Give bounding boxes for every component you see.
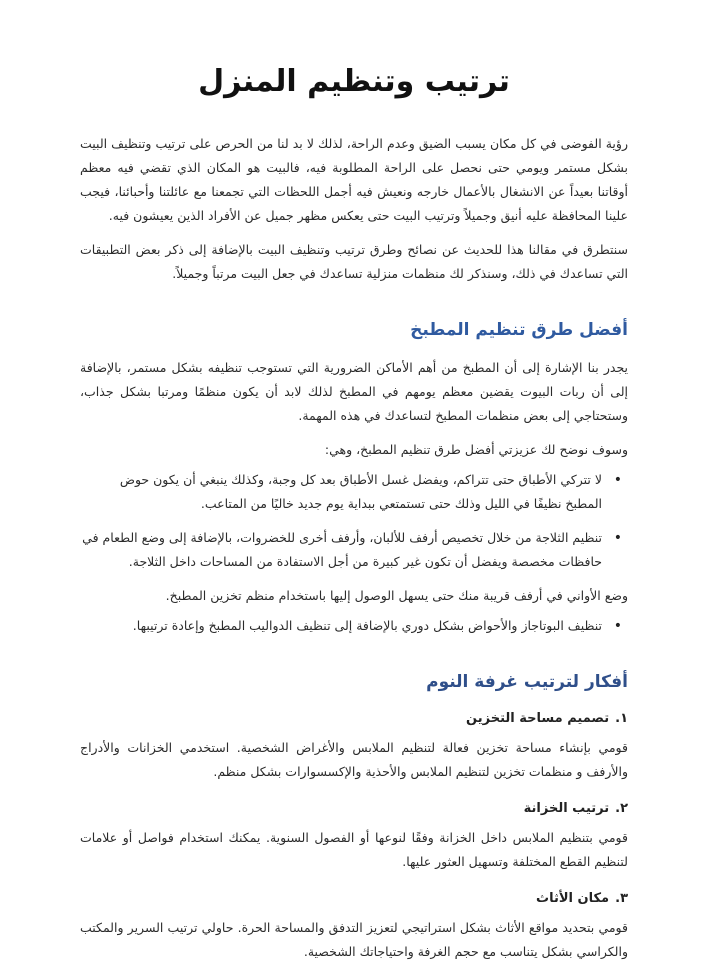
bedroom-subheading-2 <box>80 798 628 820</box>
list-item-text: لا تتركي الأطباق حتى تتراكم، ويفضل غسل الأطباق بعد كل وجبة، وكذلك ينبغي أن يكون حوض المطبخ نظيفًا في الليل وذلك حتى تستمتعي ببداية يوم جديد خاليًا من المتاعب. <box>119 472 602 511</box>
item-number: ٢. <box>615 801 628 816</box>
bedroom-subheading-1 <box>80 708 628 730</box>
list-item <box>80 526 628 574</box>
kitchen-paragraph: يجدر بنا الإشارة إلى أن المطبخ من أهم الأماكن الضرورية التي تستوجب تنظيفه بشكل مستمر، بالإضافة إلى أن ربات البيوت يقضين معظم يومهم في المطبخ لذلك لابد أن يكون منظمًا ومرتبا بشكل جذاب، وستحتاجي إلى بعض منظمات المطبخ لتساعدك في هذه المهمة. <box>80 360 628 423</box>
intro-paragraph-1: رؤية الفوضى في كل مكان يسبب الضيق وعدم الراحة، لذلك لا بد لنا من الحرص على ترتيب وتنظيف البيت بشكل مستمر ويومي حتى نحصل على الراحة المطلوبة فيه، فالبيت هو المكان الذي تقضي فيه معظم أوقاتنا بعيداً عن الانشغال بالأعمال خارجه ونعيش فيه أجمل اللحظات التي تجمعنا مع عائلتنا وأحبائنا، فيجب علينا المحافظة عليه أنيق وجميلاً وترتيب البيت حتى يعكس مظهر جميل عن الأفراد الذين يعيشون فيه. <box>80 136 628 223</box>
bedroom-heading: أفكار لترتيب غرفة النوم <box>426 672 628 692</box>
kitchen-tips-list <box>80 468 628 574</box>
item-number: ١. <box>615 711 628 726</box>
kitchen-heading: أفضل طرق تنظيم المطبخ <box>410 320 628 340</box>
bedroom-paragraph-2: قومي بتنظيم الملابس داخل الخزانة وفقًا لنوعها أو الفصول السنوية. يمكنك استخدام فواصل أو علامات لتنظيم القطع المختلفة وتسهيل العثور عليها. <box>80 830 628 869</box>
bedroom-subheading-3 <box>80 888 628 910</box>
item-title: مكان الأثاث <box>536 891 610 906</box>
bullet-icon: • <box>613 618 622 634</box>
list-item <box>80 468 628 516</box>
list-item-text: تنظيم الثلاجة من خلال تخصيص أرفف للألبان، وأرفف أخرى للخضروات، بالإضافة إلى وضع الطعام في حافظات مخصصة ويفضل أن تكون غير كبيرة من أجل الاستفادة من المساحات داخل الثلاجة. <box>82 530 602 569</box>
list-item <box>80 614 628 638</box>
intro-paragraph-2: سنتطرق في مقالنا هذا للحديث عن نصائح وطرق ترتيب وتنظيف البيت بالإضافة إلى ذكر بعض التطبيقات التي تساعدك في ذلك، وسنذكر لك منظمات منزلية تساعدك في جعل البيت مرتباً وجميلاً. <box>80 242 628 281</box>
page-title: ترتيب وتنظيم المنزل <box>198 64 510 99</box>
kitchen-tips-list-2 <box>80 614 628 638</box>
bedroom-paragraph-3: قومي بتحديد مواقع الأثاث بشكل استراتيجي لتعزيز التدفق والمساحة الحرة. حاولي ترتيب السرير والمكتب والكراسي بشكل يتناسب مع حجم الغرفة واحتياجاتك الشخصية. <box>80 920 628 959</box>
item-number: ٣. <box>615 891 628 906</box>
bedroom-paragraph-1: قومي بإنشاء مساحة تخزين فعالة لتنظيم الملابس والأغراض الشخصية. استخدمي الخزانات والأدراج والأرفف و منظمات تخزين لتنظيم الملابس والأحذية والإكسسوارات بشكل منظم. <box>80 740 628 779</box>
list-item-text: تنظيف البوتاجاز والأحواض بشكل دوري بالإضافة إلى تنظيف الدواليب المطبخ وإعادة ترتيبها. <box>132 618 602 633</box>
kitchen-paragraph-2: وضع الأواني في أرفف قريبة منك حتى يسهل الوصول إليها باستخدام منظم تخزين المطبخ. <box>165 588 628 603</box>
bullet-icon: • <box>613 530 622 546</box>
kitchen-lead: وسوف نوضح لك عزيزتي أفضل طرق تنظيم المطبخ، وهي: <box>324 442 628 457</box>
item-title: ترتيب الخزانة <box>523 801 610 816</box>
bullet-icon: • <box>613 472 622 488</box>
item-title: تصميم مساحة التخزين <box>466 711 610 726</box>
